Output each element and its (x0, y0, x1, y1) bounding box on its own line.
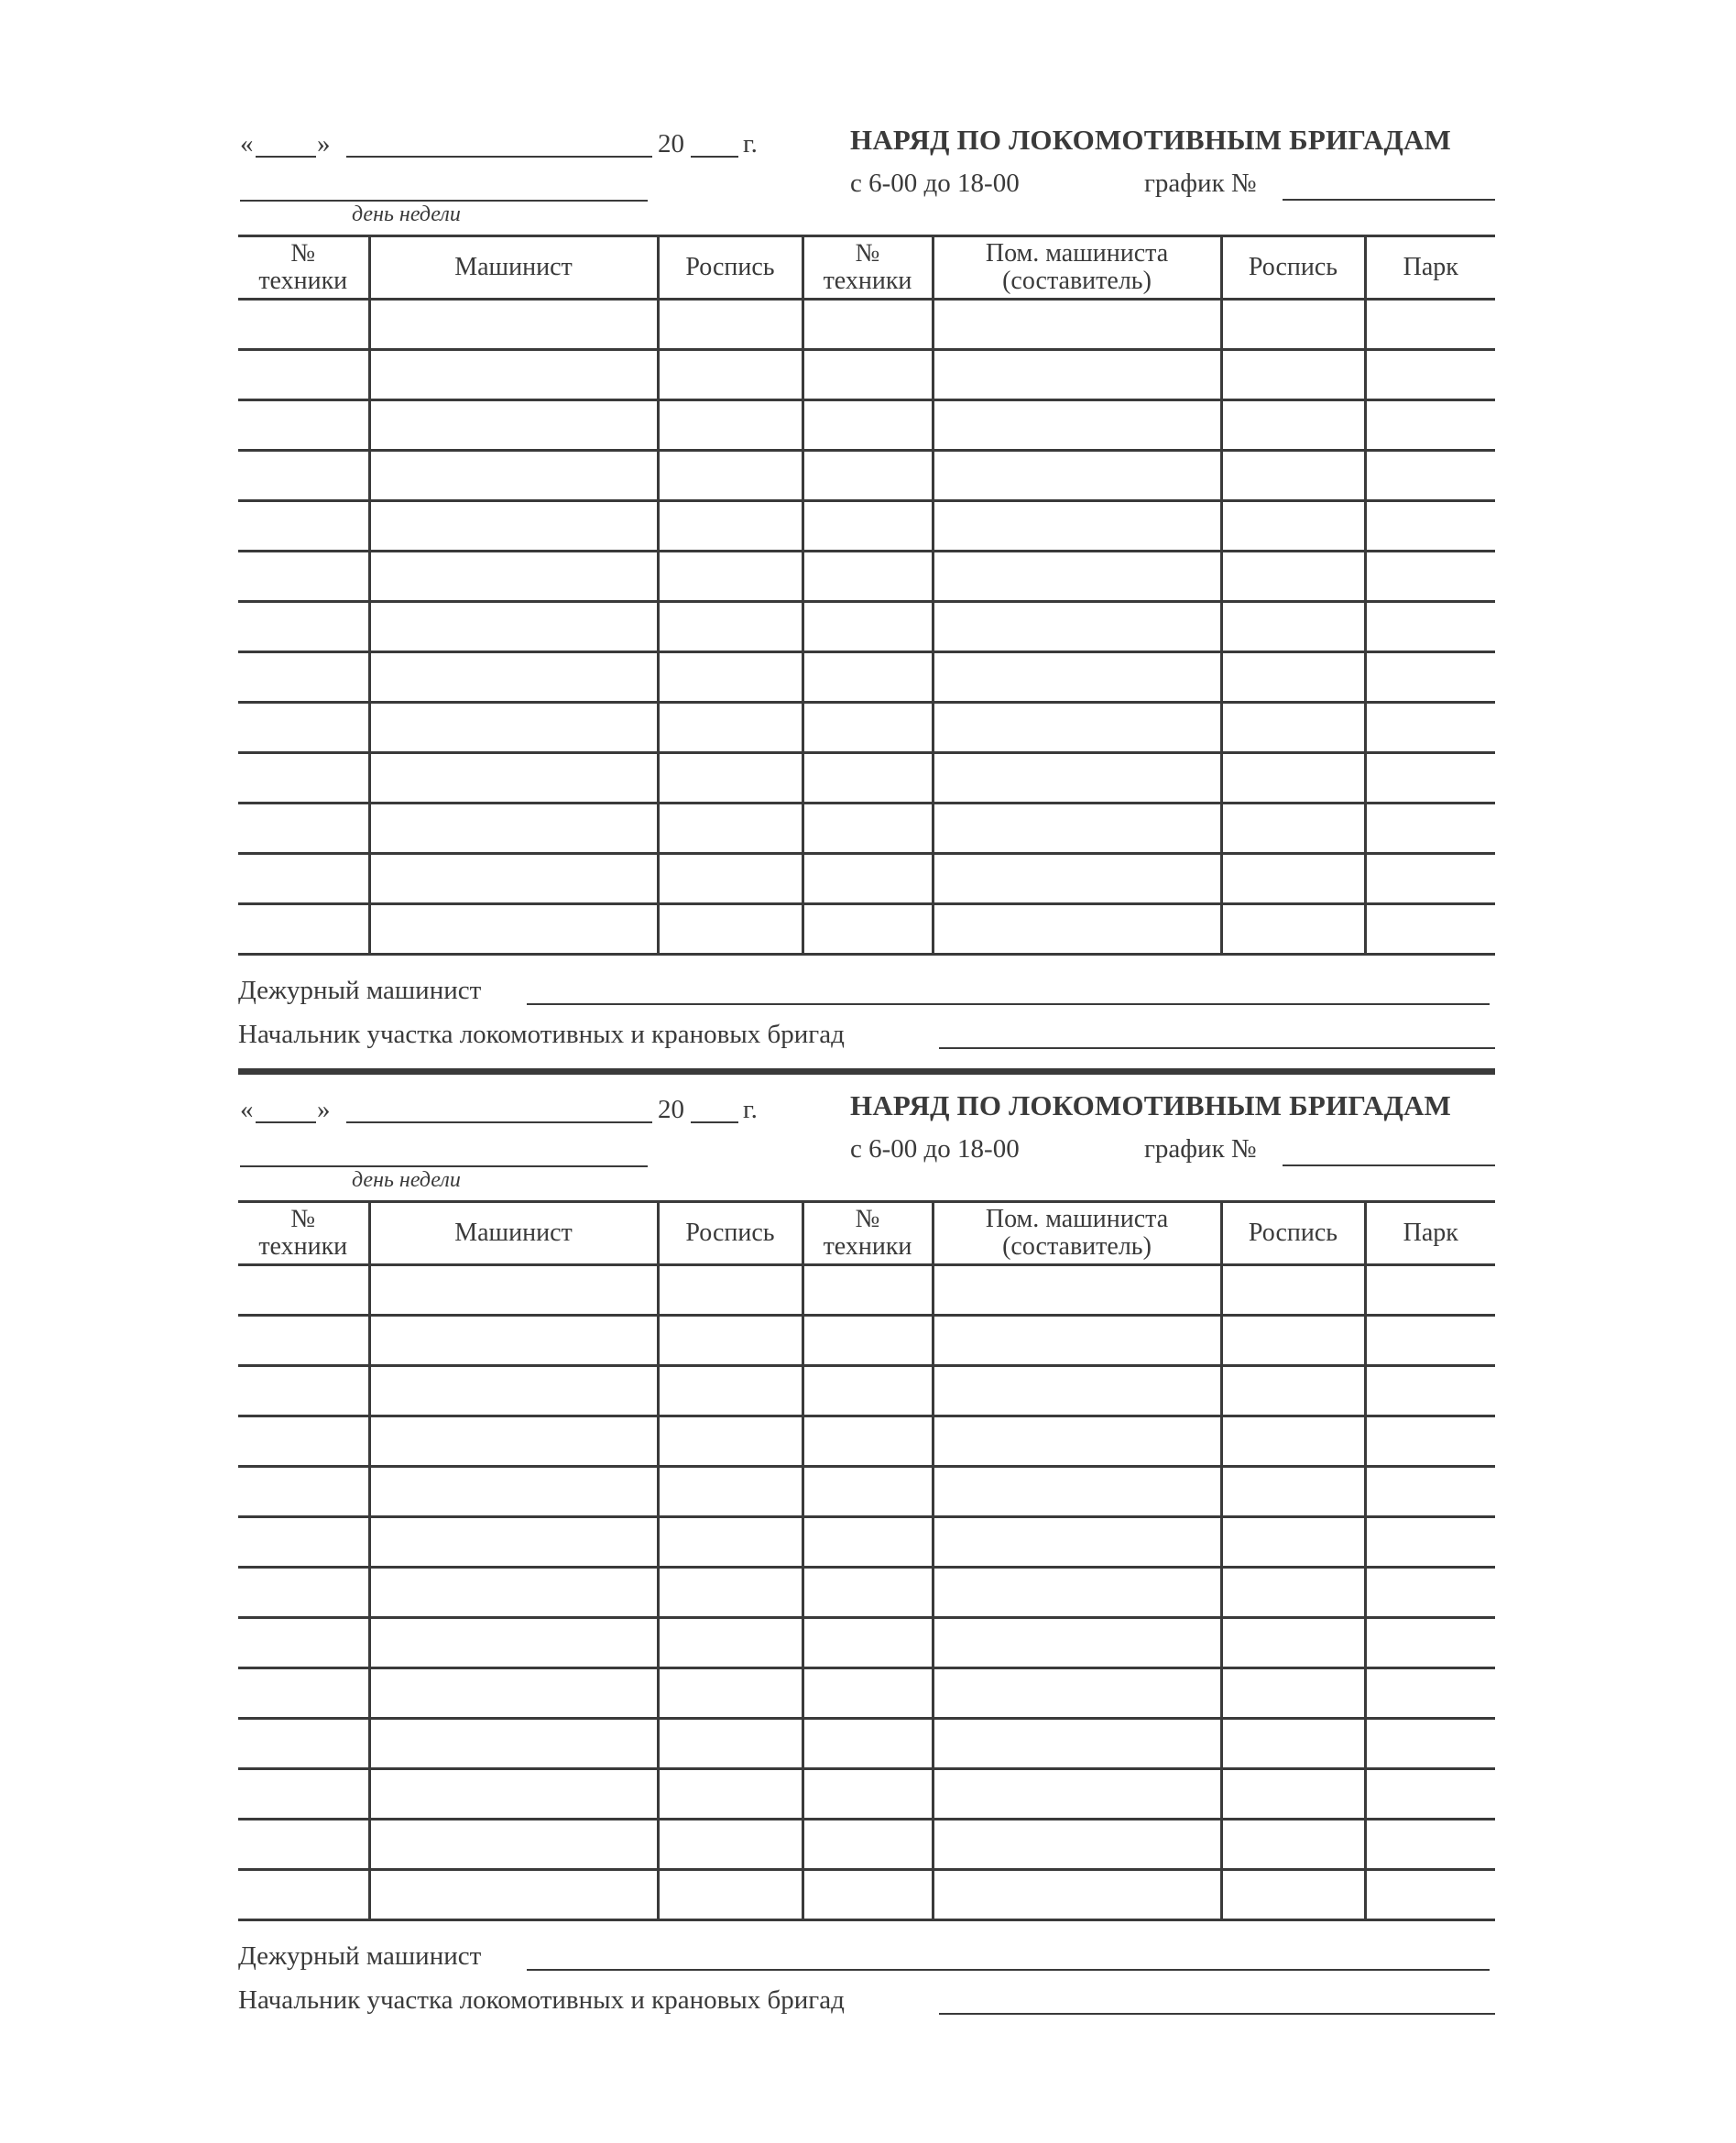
table-cell[interactable] (802, 1769, 933, 1820)
table-cell[interactable] (369, 1719, 658, 1769)
table-cell[interactable] (238, 703, 369, 753)
table-cell[interactable] (238, 1769, 369, 1820)
year-field[interactable] (691, 1121, 738, 1123)
table-cell[interactable] (658, 1820, 802, 1870)
column-header (802, 1202, 933, 1265)
schedule-number-field[interactable] (1283, 199, 1495, 201)
table-cell[interactable] (1365, 602, 1495, 652)
work-order-section-1 (0, 0, 1736, 1049)
table-cell[interactable] (802, 1719, 933, 1769)
table-cell[interactable] (933, 804, 1221, 854)
table-cell[interactable] (1365, 652, 1495, 703)
table-cell[interactable] (933, 1517, 1221, 1568)
duty-driver-label: Дежурный машинист (238, 1941, 482, 1971)
schedule-number-field[interactable] (1283, 1164, 1495, 1166)
weekday-hint: день недели (352, 202, 461, 226)
table-cell[interactable] (658, 1265, 802, 1316)
table-cell[interactable] (933, 1416, 1221, 1467)
table-cell[interactable] (238, 1668, 369, 1719)
table-row (238, 300, 1495, 350)
table-cell[interactable] (1365, 451, 1495, 501)
table-cell[interactable] (238, 1820, 369, 1870)
column-header-line1: № (855, 1205, 880, 1233)
table-cell[interactable] (658, 1618, 802, 1668)
column-header (1221, 236, 1365, 300)
table-cell[interactable] (658, 602, 802, 652)
table-cell[interactable] (1221, 904, 1365, 955)
table-cell[interactable] (238, 451, 369, 501)
table-cell[interactable] (1365, 400, 1495, 451)
table-cell[interactable] (1365, 1820, 1495, 1870)
table-cell[interactable] (1221, 652, 1365, 703)
column-header (1221, 1202, 1365, 1265)
table-cell[interactable] (802, 350, 933, 400)
column-header-line1: Пом. машиниста (985, 1205, 1169, 1233)
table-cell[interactable] (369, 1416, 658, 1467)
year-suffix: г. (743, 129, 758, 159)
table-cell[interactable] (369, 451, 658, 501)
table-cell[interactable] (933, 400, 1221, 451)
table-cell[interactable] (802, 1568, 933, 1618)
column-header-line1: Парк (1403, 253, 1458, 281)
table-cell[interactable] (1365, 1870, 1495, 1920)
table-cell[interactable] (1365, 703, 1495, 753)
table-cell[interactable] (1365, 753, 1495, 804)
table-cell[interactable] (1365, 1668, 1495, 1719)
table-cell[interactable] (369, 1316, 658, 1366)
table-cell[interactable] (802, 703, 933, 753)
month-field[interactable] (346, 156, 652, 158)
table-row (238, 1316, 1495, 1366)
table-row (238, 703, 1495, 753)
table-cell[interactable] (1221, 350, 1365, 400)
chief-label: Начальник участка локомотивных и крановых бригад (238, 1985, 845, 2015)
schedule-label: график № (1144, 1134, 1257, 1164)
table-row (238, 1265, 1495, 1316)
table-cell[interactable] (802, 1416, 933, 1467)
table-cell[interactable] (1221, 1668, 1365, 1719)
form-title: НАРЯД ПО ЛОКОМОТИВНЫМ БРИГАДАМ (850, 124, 1452, 156)
table-cell[interactable] (369, 501, 658, 552)
table-cell[interactable] (1221, 1316, 1365, 1366)
table-cell[interactable] (1221, 602, 1365, 652)
table-cell[interactable] (1221, 1618, 1365, 1668)
table-cell[interactable] (933, 1820, 1221, 1870)
column-header (1365, 1202, 1495, 1265)
table-cell[interactable] (369, 703, 658, 753)
table-cell[interactable] (933, 1719, 1221, 1769)
table-cell[interactable] (933, 1870, 1221, 1920)
table-cell[interactable] (658, 804, 802, 854)
chief-label: Начальник участка локомотивных и крановых бригад (238, 1020, 845, 1049)
table-cell[interactable] (658, 652, 802, 703)
form-title: НАРЯД ПО ЛОКОМОТИВНЫМ БРИГАДАМ (850, 1089, 1452, 1121)
table-cell[interactable] (658, 1517, 802, 1568)
quote-close: » (317, 1095, 331, 1124)
table-cell[interactable] (238, 552, 369, 602)
table-cell[interactable] (933, 300, 1221, 350)
table-cell[interactable] (658, 350, 802, 400)
table-cell[interactable] (238, 1870, 369, 1920)
table-cell[interactable] (238, 904, 369, 955)
table-cell[interactable] (1221, 1568, 1365, 1618)
table-row (238, 400, 1495, 451)
duty-driver-label: Дежурный машинист (238, 976, 482, 1005)
table-cell[interactable] (369, 854, 658, 904)
table-cell[interactable] (369, 602, 658, 652)
table-cell[interactable] (933, 1618, 1221, 1668)
table-cell[interactable] (802, 854, 933, 904)
table-cell[interactable] (658, 552, 802, 602)
table-cell[interactable] (238, 602, 369, 652)
table-cell[interactable] (1221, 300, 1365, 350)
table-row (238, 753, 1495, 804)
table-cell[interactable] (933, 501, 1221, 552)
schedule-label: график № (1144, 169, 1257, 198)
year-suffix: г. (743, 1095, 758, 1124)
table-row (238, 804, 1495, 854)
table-cell[interactable] (369, 904, 658, 955)
crew-table (238, 235, 1495, 956)
table-cell[interactable] (1365, 1416, 1495, 1467)
table-cell[interactable] (658, 1668, 802, 1719)
table-row (238, 1416, 1495, 1467)
table-cell[interactable] (658, 703, 802, 753)
column-header-line2: техники (823, 1232, 912, 1261)
table-row (238, 1467, 1495, 1517)
year-prefix: 20 (658, 1095, 684, 1124)
column-header (369, 1202, 658, 1265)
table-cell[interactable] (238, 804, 369, 854)
table-cell[interactable] (1365, 904, 1495, 955)
table-cell[interactable] (369, 1870, 658, 1920)
column-header-line2: (составитель) (1002, 267, 1152, 295)
table-cell[interactable] (933, 1668, 1221, 1719)
table-cell[interactable] (658, 300, 802, 350)
table-cell[interactable] (802, 501, 933, 552)
table-cell[interactable] (933, 1467, 1221, 1517)
table-cell[interactable] (1365, 300, 1495, 350)
table-cell[interactable] (369, 350, 658, 400)
table-cell[interactable] (658, 1366, 802, 1416)
table-cell[interactable] (369, 652, 658, 703)
table-cell[interactable] (238, 1316, 369, 1366)
column-header-line1: Пом. машиниста (985, 239, 1169, 268)
column-header (802, 236, 933, 300)
table-cell[interactable] (1221, 703, 1365, 753)
table-cell[interactable] (802, 804, 933, 854)
table-cell[interactable] (238, 1366, 369, 1416)
table-cell[interactable] (369, 1820, 658, 1870)
table-cell[interactable] (802, 1366, 933, 1416)
table-cell[interactable] (369, 1769, 658, 1820)
column-header (933, 236, 1221, 300)
table-cell[interactable] (658, 451, 802, 501)
table-cell[interactable] (933, 1316, 1221, 1366)
table-cell[interactable] (369, 1265, 658, 1316)
year-prefix: 20 (658, 129, 684, 159)
table-cell[interactable] (658, 1467, 802, 1517)
table-cell[interactable] (1221, 1467, 1365, 1517)
table-body (238, 300, 1495, 955)
table-cell[interactable] (658, 1316, 802, 1366)
column-header-line1: Машинист (454, 1219, 573, 1247)
table-cell[interactable] (1365, 1366, 1495, 1416)
table-row (238, 451, 1495, 501)
table-cell[interactable] (1221, 1820, 1365, 1870)
table-cell[interactable] (369, 1668, 658, 1719)
table-cell[interactable] (1365, 501, 1495, 552)
table-cell[interactable] (933, 552, 1221, 602)
column-header (369, 236, 658, 300)
crew-table (238, 1200, 1495, 1921)
table-row (238, 854, 1495, 904)
table-cell[interactable] (1365, 350, 1495, 400)
table-cell[interactable] (933, 753, 1221, 804)
table-cell[interactable] (933, 602, 1221, 652)
table-cell[interactable] (238, 1467, 369, 1517)
table-cell[interactable] (658, 904, 802, 955)
table-cell[interactable] (369, 1618, 658, 1668)
table-cell[interactable] (1365, 1618, 1495, 1668)
table-cell[interactable] (1365, 1769, 1495, 1820)
column-header-line1: Роспись (685, 1219, 775, 1247)
table-cell[interactable] (658, 1416, 802, 1467)
table-row (238, 1668, 1495, 1719)
table-cell[interactable] (802, 400, 933, 451)
table-cell[interactable] (1221, 854, 1365, 904)
quote-close: » (317, 129, 331, 159)
table-cell[interactable] (658, 1870, 802, 1920)
table-cell[interactable] (1365, 1467, 1495, 1517)
column-header-line1: Роспись (685, 253, 775, 281)
table-row (238, 904, 1495, 955)
table-cell[interactable] (369, 753, 658, 804)
table-cell[interactable] (933, 451, 1221, 501)
table-cell[interactable] (1221, 1366, 1365, 1416)
table-cell[interactable] (802, 1316, 933, 1366)
table-cell[interactable] (238, 1517, 369, 1568)
table-cell[interactable] (369, 804, 658, 854)
table-cell[interactable] (1365, 1265, 1495, 1316)
table-cell[interactable] (1365, 1719, 1495, 1769)
table-cell[interactable] (658, 854, 802, 904)
table-cell[interactable] (933, 350, 1221, 400)
table-cell[interactable] (238, 300, 369, 350)
table-cell[interactable] (238, 753, 369, 804)
table-row (238, 552, 1495, 602)
work-order-section-2 (0, 966, 1736, 2015)
table-cell[interactable] (369, 300, 658, 350)
table-row (238, 350, 1495, 400)
table-cell[interactable] (1221, 804, 1365, 854)
table-cell[interactable] (238, 1265, 369, 1316)
section-divider (238, 1068, 1495, 1075)
column-header-line2: техники (258, 267, 348, 295)
table-cell[interactable] (369, 1366, 658, 1416)
table-cell[interactable] (1221, 400, 1365, 451)
table-cell[interactable] (802, 1265, 933, 1316)
column-header-line1: № (290, 239, 316, 268)
table-cell[interactable] (933, 1366, 1221, 1416)
table-cell[interactable] (1221, 1416, 1365, 1467)
table-cell[interactable] (802, 1668, 933, 1719)
table-cell[interactable] (1365, 1517, 1495, 1568)
table-row (238, 1769, 1495, 1820)
table-cell[interactable] (802, 451, 933, 501)
column-header-line1: Машинист (454, 253, 573, 281)
table-cell[interactable] (802, 1870, 933, 1920)
shift-time: с 6-00 до 18-00 (850, 169, 1020, 198)
table-row (238, 652, 1495, 703)
column-header-line2: техники (258, 1232, 348, 1261)
table-cell[interactable] (1221, 451, 1365, 501)
table-row (238, 1820, 1495, 1870)
table-cell[interactable] (1365, 1316, 1495, 1366)
table-cell[interactable] (1365, 1568, 1495, 1618)
table-cell[interactable] (933, 1265, 1221, 1316)
table-cell[interactable] (802, 552, 933, 602)
column-header (238, 1202, 369, 1265)
table-cell[interactable] (933, 904, 1221, 955)
year-field[interactable] (691, 156, 738, 158)
day-field[interactable] (256, 156, 316, 158)
chief-signature-field[interactable] (939, 2013, 1495, 2015)
table-cell[interactable] (1221, 1719, 1365, 1769)
table-row (238, 1517, 1495, 1568)
table-row (238, 1870, 1495, 1920)
table-header-row (238, 236, 1495, 300)
table-cell[interactable] (1221, 1517, 1365, 1568)
column-header-line1: № (290, 1205, 316, 1233)
table-cell[interactable] (802, 1820, 933, 1870)
quote-open: « (240, 1095, 254, 1124)
table-cell[interactable] (238, 350, 369, 400)
table-cell[interactable] (1221, 1769, 1365, 1820)
table-cell[interactable] (802, 652, 933, 703)
table-cell[interactable] (1221, 1265, 1365, 1316)
table-cell[interactable] (238, 854, 369, 904)
month-field[interactable] (346, 1121, 652, 1123)
table-cell[interactable] (802, 1517, 933, 1568)
table-row (238, 1366, 1495, 1416)
table-cell[interactable] (658, 501, 802, 552)
column-header (658, 1202, 802, 1265)
table-cell[interactable] (658, 400, 802, 451)
table-cell[interactable] (802, 1467, 933, 1517)
table-cell[interactable] (1365, 804, 1495, 854)
table-row (238, 501, 1495, 552)
column-header (238, 236, 369, 300)
column-header-line1: № (855, 239, 880, 268)
table-cell[interactable] (238, 652, 369, 703)
table-cell[interactable] (802, 1618, 933, 1668)
table-cell[interactable] (1221, 501, 1365, 552)
table-cell[interactable] (238, 1416, 369, 1467)
day-field[interactable] (256, 1121, 316, 1123)
table-cell[interactable] (1221, 753, 1365, 804)
column-header-line1: Роспись (1248, 1219, 1338, 1247)
table-cell[interactable] (1365, 854, 1495, 904)
table-cell[interactable] (238, 1719, 369, 1769)
table-cell[interactable] (369, 1517, 658, 1568)
quote-open: « (240, 129, 254, 159)
column-header-line2: техники (823, 267, 912, 295)
table-cell[interactable] (658, 1719, 802, 1769)
table-cell[interactable] (1221, 1870, 1365, 1920)
table-cell[interactable] (658, 1769, 802, 1820)
table-cell[interactable] (933, 854, 1221, 904)
column-header (1365, 236, 1495, 300)
table-body (238, 1265, 1495, 1920)
table-cell[interactable] (802, 602, 933, 652)
column-header-line1: Парк (1403, 1219, 1458, 1247)
table-cell[interactable] (933, 1769, 1221, 1820)
table-cell[interactable] (1221, 552, 1365, 602)
table-cell[interactable] (369, 552, 658, 602)
table-cell[interactable] (369, 1467, 658, 1517)
table-row (238, 1719, 1495, 1769)
table-row (238, 602, 1495, 652)
table-cell[interactable] (238, 501, 369, 552)
table-cell[interactable] (658, 1568, 802, 1618)
table-row (238, 1568, 1495, 1618)
table-cell[interactable] (802, 904, 933, 955)
table-header-row (238, 1202, 1495, 1265)
table-cell[interactable] (238, 1618, 369, 1668)
table-cell[interactable] (238, 1568, 369, 1618)
table-cell[interactable] (238, 400, 369, 451)
table-cell[interactable] (802, 753, 933, 804)
column-header-line1: Роспись (1248, 253, 1338, 281)
column-header (933, 1202, 1221, 1265)
table-cell[interactable] (802, 300, 933, 350)
table-cell[interactable] (933, 1568, 1221, 1618)
weekday-hint: день недели (352, 1168, 461, 1192)
table-cell[interactable] (933, 652, 1221, 703)
table-cell[interactable] (369, 400, 658, 451)
duty-driver-field[interactable] (527, 1969, 1490, 1971)
column-header-line2: (составитель) (1002, 1232, 1152, 1261)
column-header (658, 236, 802, 300)
table-row (238, 1618, 1495, 1668)
table-cell[interactable] (369, 1568, 658, 1618)
table-cell[interactable] (933, 703, 1221, 753)
table-cell[interactable] (1365, 552, 1495, 602)
shift-time: с 6-00 до 18-00 (850, 1134, 1020, 1164)
table-cell[interactable] (658, 753, 802, 804)
